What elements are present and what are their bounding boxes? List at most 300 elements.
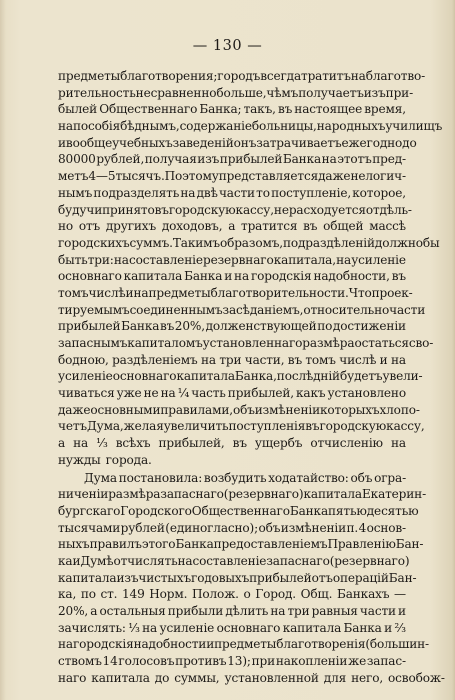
text-line <box>58 135 417 152</box>
word: предметы <box>148 285 211 300</box>
word: общей <box>323 219 364 234</box>
text-line <box>58 151 406 168</box>
word: благотворительности. <box>210 285 349 300</box>
word: составленіе <box>129 252 203 267</box>
word: 14 <box>102 654 118 669</box>
word: Полож. <box>192 587 239 602</box>
word: ныхъ <box>58 537 90 552</box>
word: ниченіи <box>58 487 109 502</box>
word: отъ <box>78 219 101 234</box>
word: поступленія <box>228 419 306 434</box>
word: объ <box>232 402 255 417</box>
word: на <box>133 285 149 300</box>
word: объ <box>350 470 373 485</box>
word: дѣлить <box>225 604 269 618</box>
word: ⅔ <box>394 620 406 635</box>
word: операцій <box>332 570 389 585</box>
word: же <box>348 654 367 669</box>
word: отчисленію <box>310 436 383 451</box>
word: 80000 <box>58 152 96 167</box>
word: томъ <box>58 285 89 300</box>
word: но <box>58 219 74 234</box>
text-line <box>58 335 434 352</box>
word: изъ <box>363 85 386 100</box>
word: Что <box>348 285 372 300</box>
text-line <box>58 368 423 385</box>
word: логич- <box>365 169 406 184</box>
word: на <box>160 386 176 401</box>
word: прибылей <box>58 319 121 334</box>
word: а <box>228 219 236 234</box>
word: основнаго <box>58 269 122 284</box>
word: капитала <box>91 670 150 685</box>
word: послѣдній <box>276 369 340 384</box>
word: а <box>58 436 66 451</box>
word: Такимъ <box>172 235 220 250</box>
text-line <box>58 168 406 185</box>
word: городскія <box>250 269 312 284</box>
word: проек- <box>371 285 413 300</box>
word: прибыли <box>167 604 224 618</box>
word: на <box>200 352 216 367</box>
word: и <box>58 135 66 150</box>
word: на <box>390 352 406 367</box>
word: Банкахъ <box>336 587 390 602</box>
word: будетъ <box>339 369 383 384</box>
word: тратится <box>241 219 298 234</box>
word: онъ <box>233 135 257 150</box>
word: увеличить <box>163 419 229 434</box>
word: по <box>317 319 333 334</box>
word: а <box>90 604 98 618</box>
word: этотъ <box>337 152 372 167</box>
text-line <box>58 318 406 335</box>
word: и <box>72 553 81 568</box>
text-line <box>58 68 426 85</box>
word: 20%, <box>58 604 89 618</box>
word: подразделять <box>93 185 180 200</box>
word: тысячъ. <box>115 169 165 184</box>
word: Общ. <box>300 587 333 602</box>
word: другихъ <box>105 219 157 234</box>
word: него, <box>351 670 384 685</box>
word: Банка, <box>234 369 277 384</box>
word: 13); <box>227 654 251 669</box>
word: основными <box>90 402 161 417</box>
word: запас- <box>366 654 406 669</box>
word: которыхъ <box>319 402 380 417</box>
word: и <box>125 285 134 300</box>
text-line <box>58 452 406 469</box>
word: измѣненіи <box>280 520 347 535</box>
word: расходуется <box>288 202 366 217</box>
word: достиженіи <box>332 319 406 334</box>
word: несравненно <box>135 85 217 100</box>
word: Банка <box>343 620 382 635</box>
word: ствомъ <box>58 654 102 669</box>
word: заведеній <box>172 135 234 150</box>
text-line <box>58 302 426 319</box>
text-line <box>58 252 406 269</box>
word: голосовъ <box>118 654 175 669</box>
word: ка <box>58 553 73 568</box>
word: Норм. <box>149 587 188 602</box>
word: числѣ <box>88 285 126 300</box>
word: отъ <box>311 570 333 585</box>
word: городскія <box>72 637 134 652</box>
word: запаснымъ <box>58 336 128 350</box>
word: прибылей, <box>227 386 294 401</box>
word: бѣднымъ, <box>120 119 180 134</box>
word: благотворенія <box>276 637 366 652</box>
word: правилъ <box>89 537 142 552</box>
word: части <box>389 302 426 317</box>
word: Екатерин- <box>361 487 427 502</box>
word: ка, <box>58 587 77 602</box>
word: часть <box>191 386 226 401</box>
word: остаться <box>354 336 409 350</box>
word: всегда <box>260 69 302 83</box>
word: огра- <box>374 470 406 485</box>
word: ⅓ <box>128 620 140 635</box>
word: усиленіе <box>351 252 406 267</box>
word: увели- <box>382 369 423 384</box>
word: всѣхъ <box>115 436 151 451</box>
word: капитала <box>176 369 235 384</box>
text-line <box>58 101 406 118</box>
word: ¼ <box>177 386 190 401</box>
word: тируемымъ <box>58 302 130 317</box>
word: какъ <box>296 386 326 401</box>
word: массѣ <box>369 219 406 234</box>
word: получаетъ <box>298 85 364 100</box>
word: капитала <box>303 487 362 502</box>
word: даже <box>318 169 351 184</box>
word: засѣданіемъ, <box>222 302 304 317</box>
word: суммъ. <box>129 235 173 250</box>
word: нужды <box>58 452 101 467</box>
word: то <box>256 185 270 200</box>
word: — <box>394 587 406 602</box>
word: на <box>350 69 366 83</box>
word: чистыхъ <box>138 570 192 585</box>
word: на <box>58 119 73 134</box>
word: не <box>350 169 366 184</box>
word: будучи <box>58 202 103 217</box>
word: ходатайство: <box>268 470 349 485</box>
word: части <box>359 604 396 618</box>
word: при- <box>385 85 414 100</box>
word: основ- <box>366 520 406 535</box>
word: (единогласно); <box>165 520 259 535</box>
word: измѣненіи <box>254 402 320 417</box>
word: 20%, <box>174 319 205 334</box>
word: основнаго <box>216 620 281 635</box>
word: установлено <box>327 386 406 401</box>
word: надобности <box>133 637 207 652</box>
page-number: — 130 — <box>192 38 263 54</box>
word: Дума <box>84 470 117 485</box>
word: рительность <box>58 85 136 100</box>
word: правилами, <box>160 402 233 417</box>
text-line <box>58 385 406 402</box>
word: благотворения; <box>120 69 218 83</box>
word: поступленіе, <box>271 185 352 200</box>
word: въ <box>159 319 175 334</box>
word: и <box>224 269 233 284</box>
word: долженствующей <box>205 319 317 334</box>
word: Банка; <box>199 102 242 117</box>
word: Банка <box>282 152 322 167</box>
text-line <box>58 570 417 587</box>
word: должно <box>374 235 423 250</box>
word: на <box>390 436 406 451</box>
word: составленіе <box>192 553 267 568</box>
word: равныя <box>311 604 358 618</box>
word: на <box>73 436 89 451</box>
word: усиленіе <box>58 369 113 384</box>
word: время, <box>364 102 406 117</box>
word: Банка <box>289 503 329 518</box>
text-line <box>58 352 406 369</box>
word: ⅓ <box>96 436 108 451</box>
word: 4 <box>358 520 367 535</box>
word: на <box>234 269 250 284</box>
word: двѣ <box>196 185 218 200</box>
word: четъ <box>58 419 87 434</box>
word: три <box>219 352 242 367</box>
body-text <box>58 68 445 686</box>
text-line <box>58 486 427 503</box>
word: ст. <box>100 587 118 602</box>
word: установленнаго <box>202 336 303 350</box>
word: годовыхъ <box>191 570 250 585</box>
word: вообще <box>65 135 113 150</box>
word: прибылей, <box>158 436 225 451</box>
word: рублей <box>120 520 165 535</box>
word: три <box>287 604 310 618</box>
word: представляется <box>218 169 319 184</box>
word: городъ <box>217 69 261 83</box>
word: три: <box>87 252 114 267</box>
word: тысячами <box>58 520 121 535</box>
word: Банка <box>184 269 223 284</box>
word: пятьюдесятью <box>328 503 419 518</box>
word: городскихъ <box>58 235 130 250</box>
text-line <box>58 118 443 135</box>
word: Дума, <box>86 419 124 434</box>
word: народныхъ <box>316 119 386 134</box>
word: на <box>142 620 158 635</box>
word: зачислять: <box>58 620 126 635</box>
word: даже <box>58 402 91 417</box>
word: не <box>273 202 289 217</box>
word: которое, <box>352 185 406 200</box>
word: кассу, <box>235 202 274 217</box>
word: размѣра <box>108 487 161 502</box>
word: отчислять <box>113 553 178 568</box>
word: на <box>177 553 193 568</box>
text-line <box>58 470 406 487</box>
text-line <box>58 520 406 537</box>
word: содержаніе <box>179 119 252 134</box>
word: на <box>113 252 129 267</box>
word: капитала <box>58 570 117 585</box>
word: города. <box>105 452 152 467</box>
word: капитала <box>123 269 183 284</box>
word: этого <box>141 537 176 552</box>
word: усиленіе <box>159 620 215 635</box>
word: (резервнаго) <box>329 553 410 568</box>
word: Поэтому <box>164 169 219 184</box>
word: наго <box>58 670 87 685</box>
word: учебныхъ <box>112 135 173 150</box>
word: запаснаго <box>160 487 224 502</box>
word: подраздѣленій <box>282 235 375 250</box>
text-line <box>58 235 440 252</box>
word: бургскаго <box>58 503 121 518</box>
word: предоставленіемъ <box>213 537 328 552</box>
word: предметы <box>58 69 121 83</box>
word: въ <box>154 202 169 217</box>
word: капиталомъ <box>127 336 203 350</box>
word: части, <box>244 352 285 367</box>
text-line <box>58 586 406 603</box>
word: въ <box>287 352 302 367</box>
word: при <box>251 654 276 669</box>
word: изъ <box>197 152 220 167</box>
word: о <box>243 587 251 602</box>
word: метъ <box>58 169 89 184</box>
word: размѣра <box>302 336 355 350</box>
word: для <box>323 670 347 685</box>
word: прибылей <box>219 152 283 167</box>
word: Общественнаго <box>99 102 198 117</box>
word: кассу, <box>386 419 425 434</box>
word: и <box>379 352 388 367</box>
word: благотво- <box>365 69 426 83</box>
word: и <box>384 620 393 635</box>
word: надобности, <box>313 269 390 284</box>
word: на <box>270 604 286 618</box>
word: быть <box>58 252 88 267</box>
word: получая <box>144 152 197 167</box>
word: накопленіи <box>275 654 348 669</box>
word: соединеннымъ <box>129 302 223 317</box>
word: раздѣленіемъ <box>112 352 198 367</box>
word: отдѣль- <box>365 202 412 217</box>
word: и <box>206 637 215 652</box>
word: 149 <box>122 587 145 602</box>
word: до <box>154 670 170 685</box>
word: объ <box>258 520 281 535</box>
text-line <box>58 268 406 285</box>
word: п. <box>346 520 359 535</box>
word: суммы, <box>174 670 220 685</box>
word: настоящее <box>294 102 363 117</box>
word: противъ <box>175 654 227 669</box>
text-line <box>58 653 406 670</box>
word: возбудить <box>203 470 267 485</box>
word: Думѣ <box>80 553 114 568</box>
word: пособія <box>72 119 121 134</box>
word: Бан- <box>395 537 424 552</box>
word: запаснаго <box>266 553 330 568</box>
word: основнаго <box>112 369 177 384</box>
text-line <box>58 553 410 570</box>
word: ежегодно <box>341 135 403 150</box>
text-line <box>58 503 419 520</box>
word: остальныя <box>99 604 166 618</box>
word: капитала <box>282 620 342 635</box>
word: былей <box>58 102 98 117</box>
word: и <box>398 604 406 618</box>
word: Банка <box>121 319 160 334</box>
word: (резервнаго) <box>223 487 304 502</box>
word: на <box>180 185 196 200</box>
word: городскую <box>319 419 387 434</box>
word: изъ <box>116 570 139 585</box>
word: хлопо- <box>379 402 420 417</box>
text-line <box>58 418 425 435</box>
word: ущербъ <box>254 436 303 451</box>
word: резервнаго <box>202 252 274 267</box>
word: уже <box>116 386 142 401</box>
text-line <box>58 620 406 637</box>
word: Общественнаго <box>191 503 290 518</box>
word: въ <box>305 419 320 434</box>
word: больницы, <box>251 119 317 134</box>
word: освобож- <box>388 670 445 685</box>
text-line <box>58 85 414 102</box>
text-line <box>58 670 445 687</box>
word: въ <box>391 269 406 284</box>
word: чиваться <box>58 386 115 401</box>
word: капитала, <box>273 252 336 267</box>
word: училищъ <box>385 119 443 134</box>
word: нымъ <box>58 185 93 200</box>
word: Город. <box>255 587 296 602</box>
word: 4—5 <box>88 169 116 184</box>
text-line <box>58 285 413 302</box>
text-line <box>58 402 420 419</box>
text-line <box>58 435 406 452</box>
text-line <box>58 202 412 219</box>
word: рублей, <box>96 152 145 167</box>
word: на <box>336 252 352 267</box>
word: затрачиваетъ <box>256 135 342 150</box>
word: Бан- <box>388 570 417 585</box>
word: Банка <box>175 537 214 552</box>
word: въ <box>303 219 318 234</box>
text-line <box>58 536 424 553</box>
word: Правленію <box>327 537 396 552</box>
word: образомъ, <box>219 235 283 250</box>
word: до <box>402 135 417 150</box>
word: въ <box>232 436 247 451</box>
word: тратитъ <box>301 69 351 83</box>
word: относительно <box>303 302 390 317</box>
word: по <box>80 587 96 602</box>
word: установленной <box>224 670 319 685</box>
word: въ <box>277 102 293 117</box>
word: числѣ <box>339 352 377 367</box>
word: не <box>143 386 159 401</box>
word: такъ, <box>243 102 276 117</box>
word: постановила: <box>118 470 203 485</box>
text-line <box>58 185 406 202</box>
word: сво- <box>408 336 434 350</box>
